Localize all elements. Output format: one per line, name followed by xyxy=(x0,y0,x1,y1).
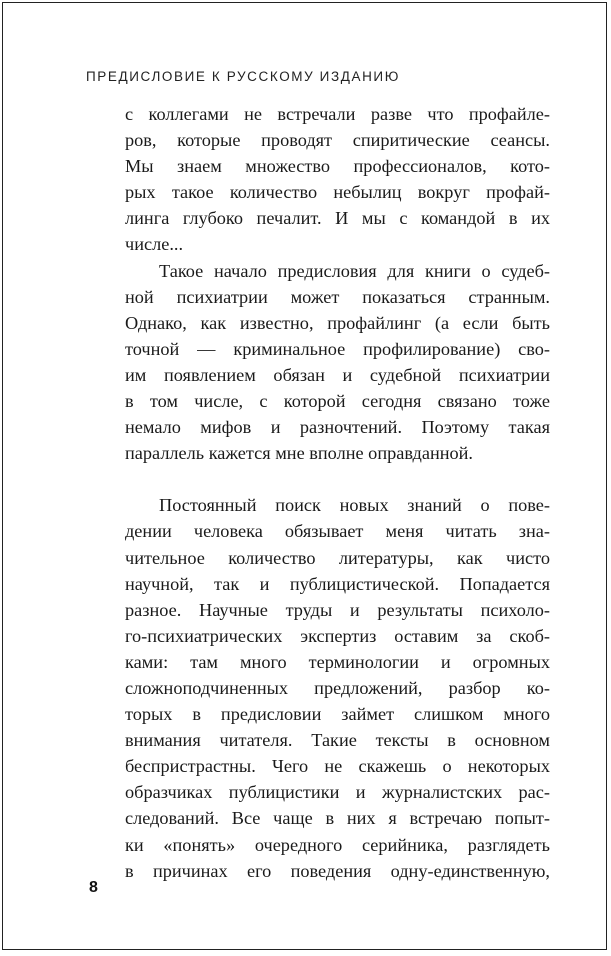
text-line: Однако, как известно, профайлинг (а если быть xyxy=(125,312,550,333)
text-line: Такое начало предисловия для книги о судеб- xyxy=(159,260,550,281)
text-line: чительное количество литературы, как чисто xyxy=(125,547,550,568)
running-head: ПРЕДИСЛОВИЕ К РУССКОМУ ИЗДАНИЮ xyxy=(86,69,400,84)
text-line: ной психиатрии может показаться странным. xyxy=(125,286,550,307)
text-line: числе... xyxy=(125,234,184,255)
text-line: образчиках публицистики и журналистских рас- xyxy=(125,782,550,803)
section-break xyxy=(125,466,550,492)
text-line: Постоянный поиск новых знаний о пове- xyxy=(159,495,550,516)
text-line: следований. Все чаще в них я встречаю попыт- xyxy=(125,808,550,829)
text-line: параллель кажется мне вполне оправданной. xyxy=(125,443,474,464)
text-line: ками: там много терминологии и огромных xyxy=(125,651,550,672)
page-number: 8 xyxy=(89,879,98,896)
text-line: в том числе, с которой сегодня связано тоже xyxy=(125,391,550,412)
text-line: линга глубоко печалит. И мы с командой в их xyxy=(125,208,550,229)
text-line: ки «понять» очередного серийника, разглядеть xyxy=(125,834,550,855)
text-line: точной — криминальное профилирование) сво- xyxy=(125,338,550,359)
text-line: рых такое количество небылиц вокруг профай- xyxy=(125,182,550,203)
text-line: беспристрастны. Чего не скажешь о некоторых xyxy=(125,756,550,777)
text-line: им появлением обязан и судебной психиатрии xyxy=(125,364,550,385)
text-line: в причинах его поведения одну-единственную, xyxy=(125,860,550,881)
text-line: внимания читателя. Такие тексты в основном xyxy=(125,730,550,751)
text-line: научной, так и публицистической. Попадается xyxy=(125,573,550,594)
text-line: ров, которые проводят спиритические сеансы. xyxy=(125,130,550,151)
text-line: го-психиатрических экспертиз оставим за скоб- xyxy=(125,625,550,646)
text-line: дении человека обязывает меня читать зна- xyxy=(125,521,550,542)
body-text xyxy=(125,101,550,884)
text-line: сложноподчиненных предложений, разбор ко- xyxy=(125,677,550,698)
text-line: Мы знаем множество профессионалов, кото- xyxy=(125,156,550,177)
text-line: разное. Научные труды и результаты психоло- xyxy=(125,599,550,620)
text-line: с коллегами не встречали разве что профайле- xyxy=(125,104,550,124)
book-page xyxy=(2,2,607,950)
text-line: торых в предисловии займет слишком много xyxy=(125,704,550,725)
text-line: немало мифов и разночтений. Поэтому такая xyxy=(125,417,550,438)
